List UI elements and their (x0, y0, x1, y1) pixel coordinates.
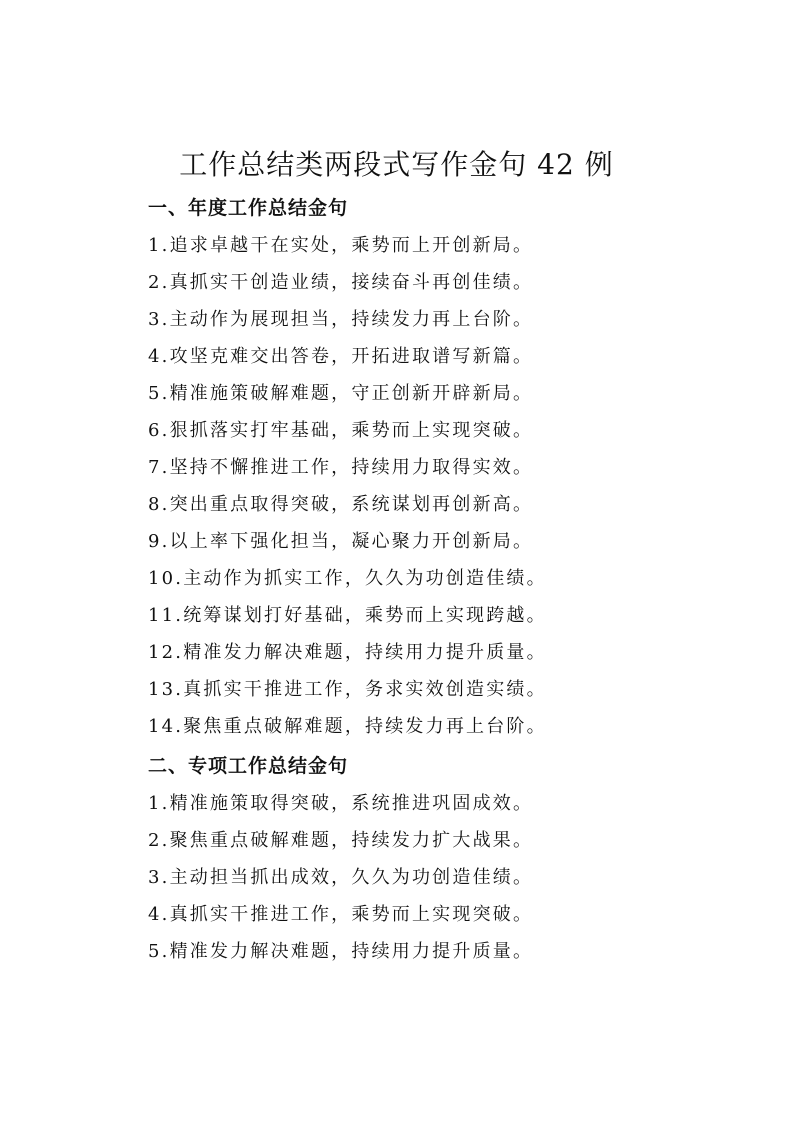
sentence-list (148, 227, 708, 745)
list-item: 4.攻坚克难交出答卷，开拓进取谱写新篇。 (148, 346, 534, 367)
list-item: 3.主动担当抓出成效，久久为功创造佳绩。 (148, 867, 534, 888)
section-heading: 二、专项工作总结金句 (148, 755, 349, 777)
document-title: 工作总结类两段式写作金句 42 例 (179, 148, 614, 181)
list-item: 13.真抓实干推进工作，务求实效创造实绩。 (148, 679, 547, 700)
list-item: 6.狠抓落实打牢基础，乘势而上实现突破。 (148, 420, 534, 441)
list-item: 10.主动作为抓实工作，久久为功创造佳绩。 (148, 568, 547, 589)
list-item: 1.追求卓越干在实处，乘势而上开创新局。 (148, 235, 534, 256)
list-item: 5.精准施策破解难题，守正创新开辟新局。 (148, 383, 534, 404)
list-item: 11.统筹谋划打好基础，乘势而上实现跨越。 (148, 605, 547, 626)
list-item: 7.坚持不懈推进工作，持续用力取得实效。 (148, 457, 534, 478)
section-special-summary (148, 748, 708, 970)
list-item: 3.主动作为展现担当，持续发力再上台阶。 (148, 309, 534, 330)
list-item: 8.突出重点取得突破，系统谋划再创新高。 (148, 494, 534, 515)
section-annual-summary (148, 190, 708, 745)
list-item: 1.精准施策取得突破，系统推进巩固成效。 (148, 793, 534, 814)
section-heading: 一、年度工作总结金句 (148, 197, 349, 219)
list-item: 12.精准发力解决难题，持续用力提升质量。 (148, 642, 547, 663)
list-item: 2.真抓实干创造业绩，接续奋斗再创佳绩。 (148, 272, 534, 293)
list-item: 5.精准发力解决难题，持续用力提升质量。 (148, 941, 534, 962)
sentence-list (148, 785, 708, 970)
list-item: 9.以上率下强化担当，凝心聚力开创新局。 (148, 531, 534, 552)
list-item: 4.真抓实干推进工作，乘势而上实现突破。 (148, 904, 534, 925)
list-item: 2.聚焦重点破解难题，持续发力扩大战果。 (148, 830, 534, 851)
list-item: 14.聚焦重点破解难题，持续发力再上台阶。 (148, 716, 547, 737)
